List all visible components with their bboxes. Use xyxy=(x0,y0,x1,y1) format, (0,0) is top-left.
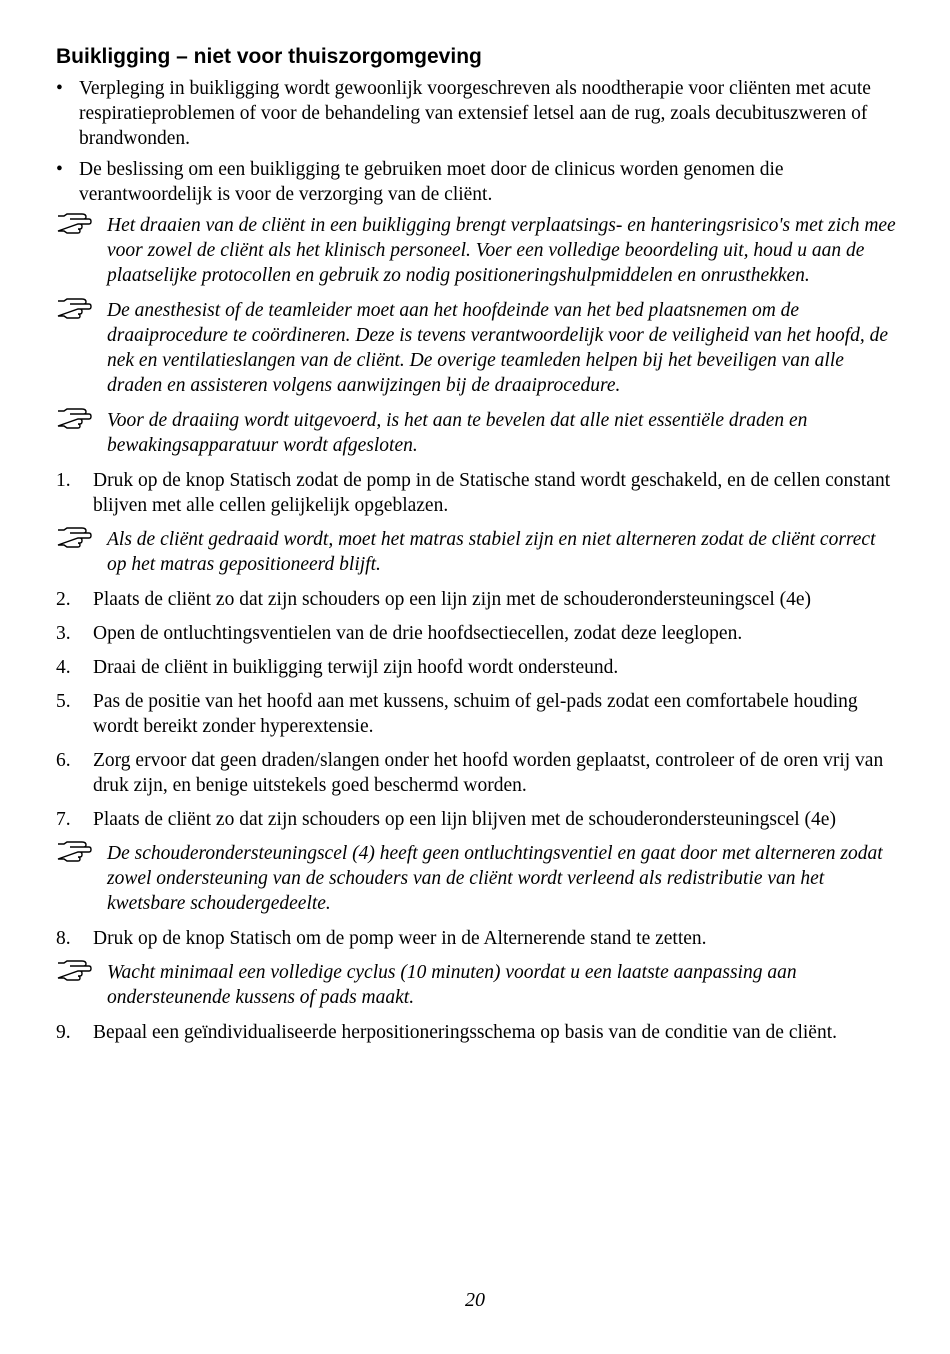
step-number: 4. xyxy=(56,657,71,678)
step-text: Druk op de knop Statisch zodat de pomp in de Statische stand wordt geschakeld, en de cellen constant blijven met alle cellen gelijkelijk opgeblazen. xyxy=(93,470,891,516)
bullet-mark: • xyxy=(56,159,63,180)
pointing-hand-icon xyxy=(56,526,92,548)
note-item xyxy=(56,841,896,916)
pointing-hand-icon xyxy=(56,840,92,862)
bullet-mark: • xyxy=(56,78,63,99)
step-item xyxy=(56,587,896,612)
step-number: 5. xyxy=(56,691,71,712)
step-item xyxy=(56,1020,896,1045)
pointing-hand-icon xyxy=(56,407,92,429)
step-item xyxy=(56,621,896,646)
step-text: Open de ontluchtingsventielen van de drie hoofdsectiecellen, zodat deze leeglopen. xyxy=(93,623,743,644)
note-item xyxy=(56,213,896,288)
step-text: Plaats de cliënt zo dat zijn schouders op een lijn blijven met de schouderondersteuningscel (4e) xyxy=(93,809,836,830)
note-text: Als de cliënt gedraaid wordt, moet het matras stabiel zijn en niet alterneren zodat de cliënt correct op het matras gepositioneerd blijft. xyxy=(107,529,876,575)
step-item xyxy=(56,689,896,739)
note-item xyxy=(56,527,896,577)
step-number: 6. xyxy=(56,750,71,771)
page-number: 20 xyxy=(465,1289,485,1311)
note-text: De schouderondersteuningscel (4) heeft geen ontluchtingsventiel en gaat door met alterneren zodat zowel ondersteuning van de schouders van de cliënt wordt verleend als redistributie van het kwetsbare schoudergedeelte. xyxy=(107,843,883,914)
note-item xyxy=(56,298,896,398)
step-item xyxy=(56,468,896,518)
pointing-hand-icon xyxy=(56,297,92,319)
section-heading: Buikligging – niet voor thuiszorgomgeving xyxy=(56,45,482,68)
note-text: De anesthesist of de teamleider moet aan het hoofdeinde van het bed plaatsnemen om de draaiprocedure te coördineren. Deze is tevens verantwoordelijk voor de veiligheid van het hoofd, de nek en ventilatieslangen van de cliënt. De overige teamleden helpen bij het beveiligen van alle draden en assisteren volgens aanwijzingen bij de draaiprocedure. xyxy=(107,300,889,396)
note-text: Het draaien van de cliënt in een buikligging brengt verplaatsings- en hanteringsrisico's met zich mee voor zowel de cliënt als het klinisch personeel. Voer een volledige beoordeling uit, houd u aan de plaatselijke protocollen en gebruik zo nodig positioneringshulpmiddelen en onrusthekken. xyxy=(107,215,896,286)
bullet-item xyxy=(56,157,896,207)
bullet-text: De beslissing om een buikligging te gebruiken moet door de clinicus worden genomen die verantwoordelijk is voor de verzorging van de cliënt. xyxy=(79,159,784,205)
step-text: Plaats de cliënt zo dat zijn schouders op een lijn zijn met de schouderondersteuningscel (4e) xyxy=(93,589,812,610)
step-number: 1. xyxy=(56,470,71,491)
note-text: Wacht minimaal een volledige cyclus (10 minuten) voordat u een laatste aanpassing aan ondersteunende kussens of pads maakt. xyxy=(107,962,797,1008)
step-item xyxy=(56,655,896,680)
step-text: Draai de cliënt in buikligging terwijl zijn hoofd wordt ondersteund. xyxy=(93,657,619,678)
step-text: Druk op de knop Statisch om de pomp weer in de Alternerende stand te zetten. xyxy=(93,928,707,949)
pointing-hand-icon xyxy=(56,959,92,981)
step-item xyxy=(56,926,896,951)
bullet-item xyxy=(56,76,896,151)
step-item xyxy=(56,748,896,798)
note-item xyxy=(56,408,896,458)
page-content xyxy=(56,44,896,1054)
bullet-text: Verpleging in buikligging wordt gewoonlijk voorgeschreven als noodtherapie voor cliënten met acute respiratieproblemen of voor de behandeling van extensief letsel aan de rug, zoals decubituszweren of brandwonden. xyxy=(79,78,871,149)
step-text: Bepaal een geïndividualiseerde herpositioneringsschema op basis van de conditie van de cliënt. xyxy=(93,1022,838,1043)
step-text: Zorg ervoor dat geen draden/slangen onder het hoofd worden geplaatst, controleer of de oren vrij van druk zijn, en benige uitstekels goed beschermd worden. xyxy=(93,750,884,796)
step-number: 3. xyxy=(56,623,71,644)
step-number: 9. xyxy=(56,1022,71,1043)
note-item xyxy=(56,960,896,1010)
note-text: Voor de draaiing wordt uitgevoerd, is het aan te bevelen dat alle niet essentiële draden en bewakingsapparatuur wordt afgesloten. xyxy=(107,410,808,456)
pointing-hand-icon xyxy=(56,212,92,234)
step-number: 2. xyxy=(56,589,71,610)
step-number: 8. xyxy=(56,928,71,949)
step-item xyxy=(56,807,896,832)
step-text: Pas de positie van het hoofd aan met kussens, schuim of gel-pads zodat een comfortabele houding wordt bereikt zonder hyperextensie. xyxy=(93,691,858,737)
step-number: 7. xyxy=(56,809,71,830)
